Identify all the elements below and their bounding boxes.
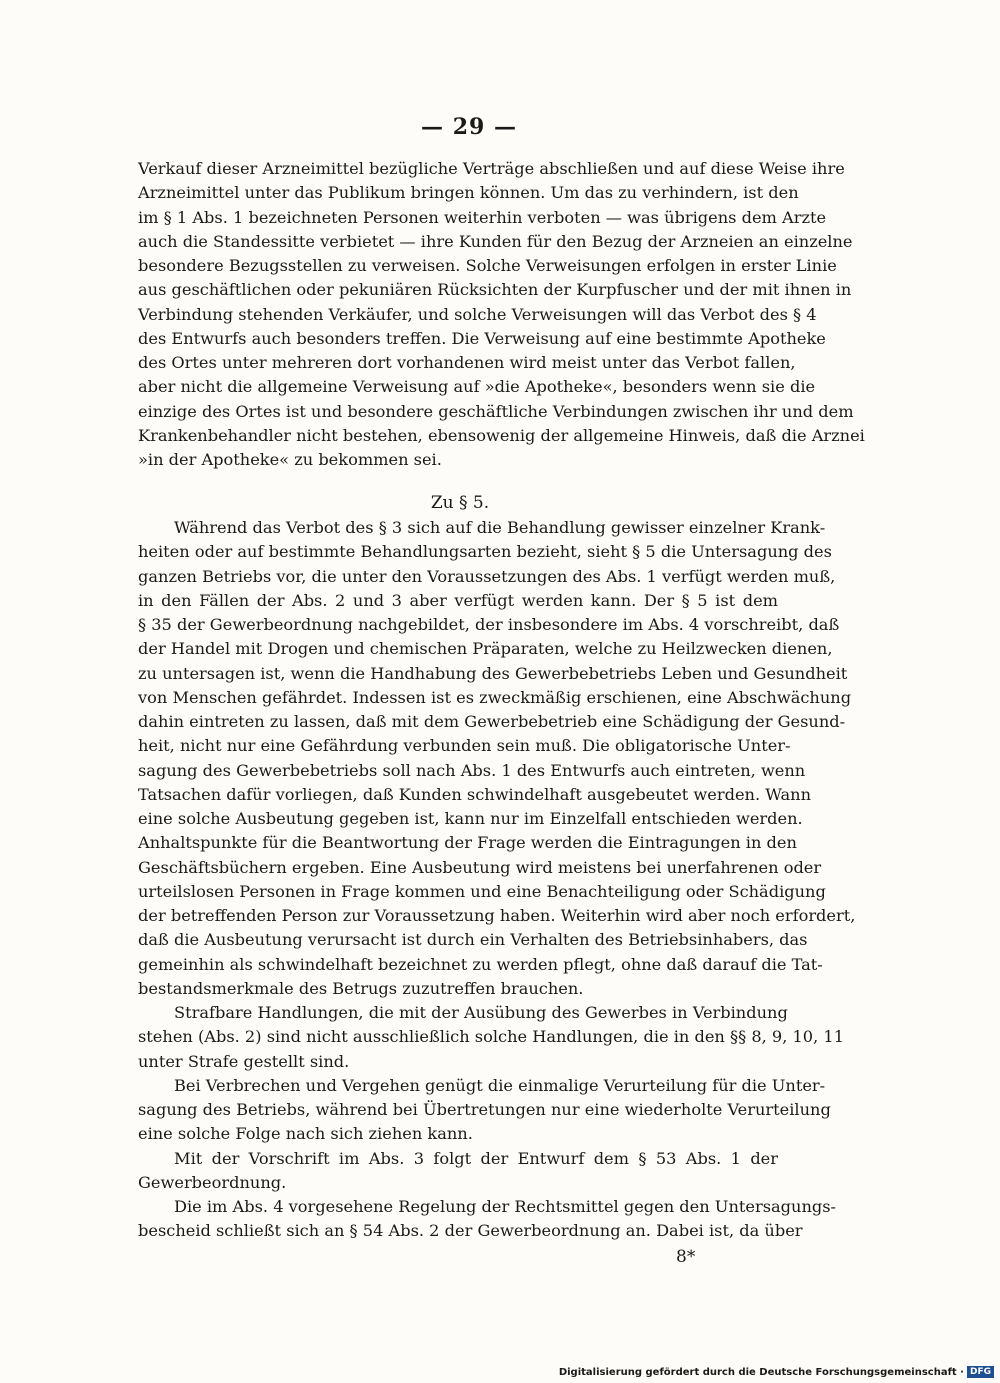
text-line: eine solche Folge nach sich ziehen kann.: [138, 1124, 473, 1144]
text-line: sagung des Betriebs, während bei Übertretungen nur eine wiederholte Verurteilung: [138, 1100, 831, 1119]
text-line: Gewerbeordnung.: [138, 1172, 287, 1192]
text-line: Krankenbehandler nicht bestehen, ebensowenig der allgemeine Hinweis, daß die Arznei: [138, 425, 865, 445]
text-line: auch die Standessitte verbietet — ihre Kunden für den Bezug der Arzneien an einzelne: [138, 231, 853, 251]
text-line: heiten oder auf bestimmte Behandlungsarten bezieht, sieht § 5 die Untersagung des: [138, 542, 832, 562]
text-line: Arzneimittel unter das Publikum bringen können. Um das zu verhindern, ist den: [138, 183, 799, 203]
text-line: der betreffenden Person zur Voraussetzung haben. Weiterhin wird aber noch erfordert,: [138, 906, 856, 925]
text-line: sagung des Gewerbebetriebs soll nach Abs. 1 des Entwurfs auch eintreten, wenn: [138, 760, 806, 780]
text-line: Tatsachen dafür vorliegen, daß Kunden schwindelhaft ausgebeutet werden. Wann: [138, 784, 811, 804]
text-line: aber nicht die allgemeine Verweisung auf »die Apotheke«, besonders wenn sie die: [138, 377, 816, 397]
text-line: bescheid schließt sich an § 54 Abs. 2 der Gewerbeordnung an. Dabei ist, da über: [138, 1221, 803, 1241]
text-line: des Entwurfs auch besonders treffen. Die Verweisung auf eine bestimmte Apotheke: [138, 328, 826, 348]
text-line: eine solche Ausbeutung gegeben ist, kann nur im Einzelfall entschieden werden.: [138, 809, 803, 828]
funding-footer: [559, 1366, 994, 1378]
text-line: des Ortes unter mehreren dort vorhandenen wird meist unter das Verbot fallen,: [138, 353, 796, 372]
sheet-signature: 8*: [676, 1247, 696, 1267]
text-line: von Menschen gefährdet. Indessen ist es zweckmäßig erschienen, eine Abschwächung: [138, 687, 852, 707]
text-line: Geschäftsbüchern ergeben. Eine Ausbeutung wird meistens bei unerfahrenen oder: [138, 857, 822, 877]
text-line: aus geschäftlichen oder pekuniären Rücksichten der Kurpfuscher und der mit ihnen in: [138, 280, 852, 300]
text-line: zu untersagen ist, wenn die Handhabung des Gewerbebetriebs Leben und Gesundheit: [138, 663, 848, 683]
text-line: unter Strafe gestellt sind.: [138, 1051, 350, 1071]
text-line: gemeinhin als schwindelhaft bezeichnet zu werden pflegt, ohne daß darauf die Tat-: [138, 954, 823, 974]
paragraph-1: [138, 157, 865, 472]
text-line: in den Fällen der Abs. 2 und 3 aber verfügt werden kann. Der § 5 ist dem: [138, 590, 778, 610]
text-line: Mit der Vorschrift im Abs. 3 folgt der Entwurf dem § 53 Abs. 1 der: [174, 1148, 778, 1168]
text-line: Bei Verbrechen und Vergehen genügt die einmalige Verurteilung für die Unter-: [174, 1075, 826, 1095]
text-line: stehen (Abs. 2) sind nicht ausschließlich solche Handlungen, die in den §§ 8, 9, 10, 11: [138, 1027, 844, 1047]
text-line: urteilslosen Personen in Frage kommen und eine Benachteiligung oder Schädigung: [138, 881, 826, 901]
text-line: § 35 der Gewerbeordnung nachgebildet, der insbesondere im Abs. 4 vorschreibt, daß: [138, 615, 840, 634]
text-line: Strafbare Handlungen, die mit der Ausübung des Gewerbes in Verbindung: [174, 1003, 788, 1022]
section-heading: Zu § 5.: [430, 493, 490, 513]
text-line: der Handel mit Drogen und chemischen Präparaten, welche zu Heilzwecken dienen,: [138, 639, 833, 659]
text-line: Während das Verbot des § 3 sich auf die Behandlung gewisser einzelner Krank-: [174, 518, 826, 537]
text-line: daß die Ausbeutung verursacht ist durch ein Verhalten des Betriebsinhabers, das: [138, 930, 808, 950]
text-line: »in der Apotheke« zu bekommen sei.: [138, 450, 442, 469]
footer-text: Digitalisierung gefördert durch die Deutsche Forschungsgemeinschaft ·: [558, 1366, 964, 1378]
text-line: Verkauf dieser Arzneimittel bezügliche Verträge abschließen und auf diese Weise ihre: [138, 159, 845, 178]
text-line: dahin eintreten zu lassen, daß mit dem Gewerbebetrieb eine Schädigung der Gesund-: [138, 712, 846, 731]
page-number: — 29 —: [421, 114, 517, 140]
text-line: besondere Bezugsstellen zu verweisen. Solche Verweisungen erfolgen in erster Linie: [138, 256, 837, 275]
text-line: einzige des Ortes ist und besondere geschäftliche Verbindungen zwischen ihr und dem: [138, 401, 854, 421]
dfg-logo: DFG: [967, 1366, 994, 1378]
text-line: bestandsmerkmale des Betrugs zuzutreffen brauchen.: [138, 978, 584, 998]
text-line: heit, nicht nur eine Gefährdung verbunden sein muß. Die obligatorische Unter-: [138, 736, 791, 756]
text-line: Verbindung stehenden Verkäufer, und solche Verweisungen will das Verbot des § 4: [138, 304, 817, 324]
paragraph-2: [138, 516, 856, 1244]
text-line: im § 1 Abs. 1 bezeichneten Personen weiterhin verboten — was übrigens dem Arzte: [138, 207, 827, 227]
text-line: ganzen Betriebs vor, die unter den Voraussetzungen des Abs. 1 verfügt werden muß,: [138, 566, 836, 586]
text-line: Die im Abs. 4 vorgesehene Regelung der Rechtsmittel gegen den Untersagungs-: [174, 1197, 837, 1216]
text-line: Anhaltspunkte für die Beantwortung der Frage werden die Eintragungen in den: [138, 833, 797, 853]
